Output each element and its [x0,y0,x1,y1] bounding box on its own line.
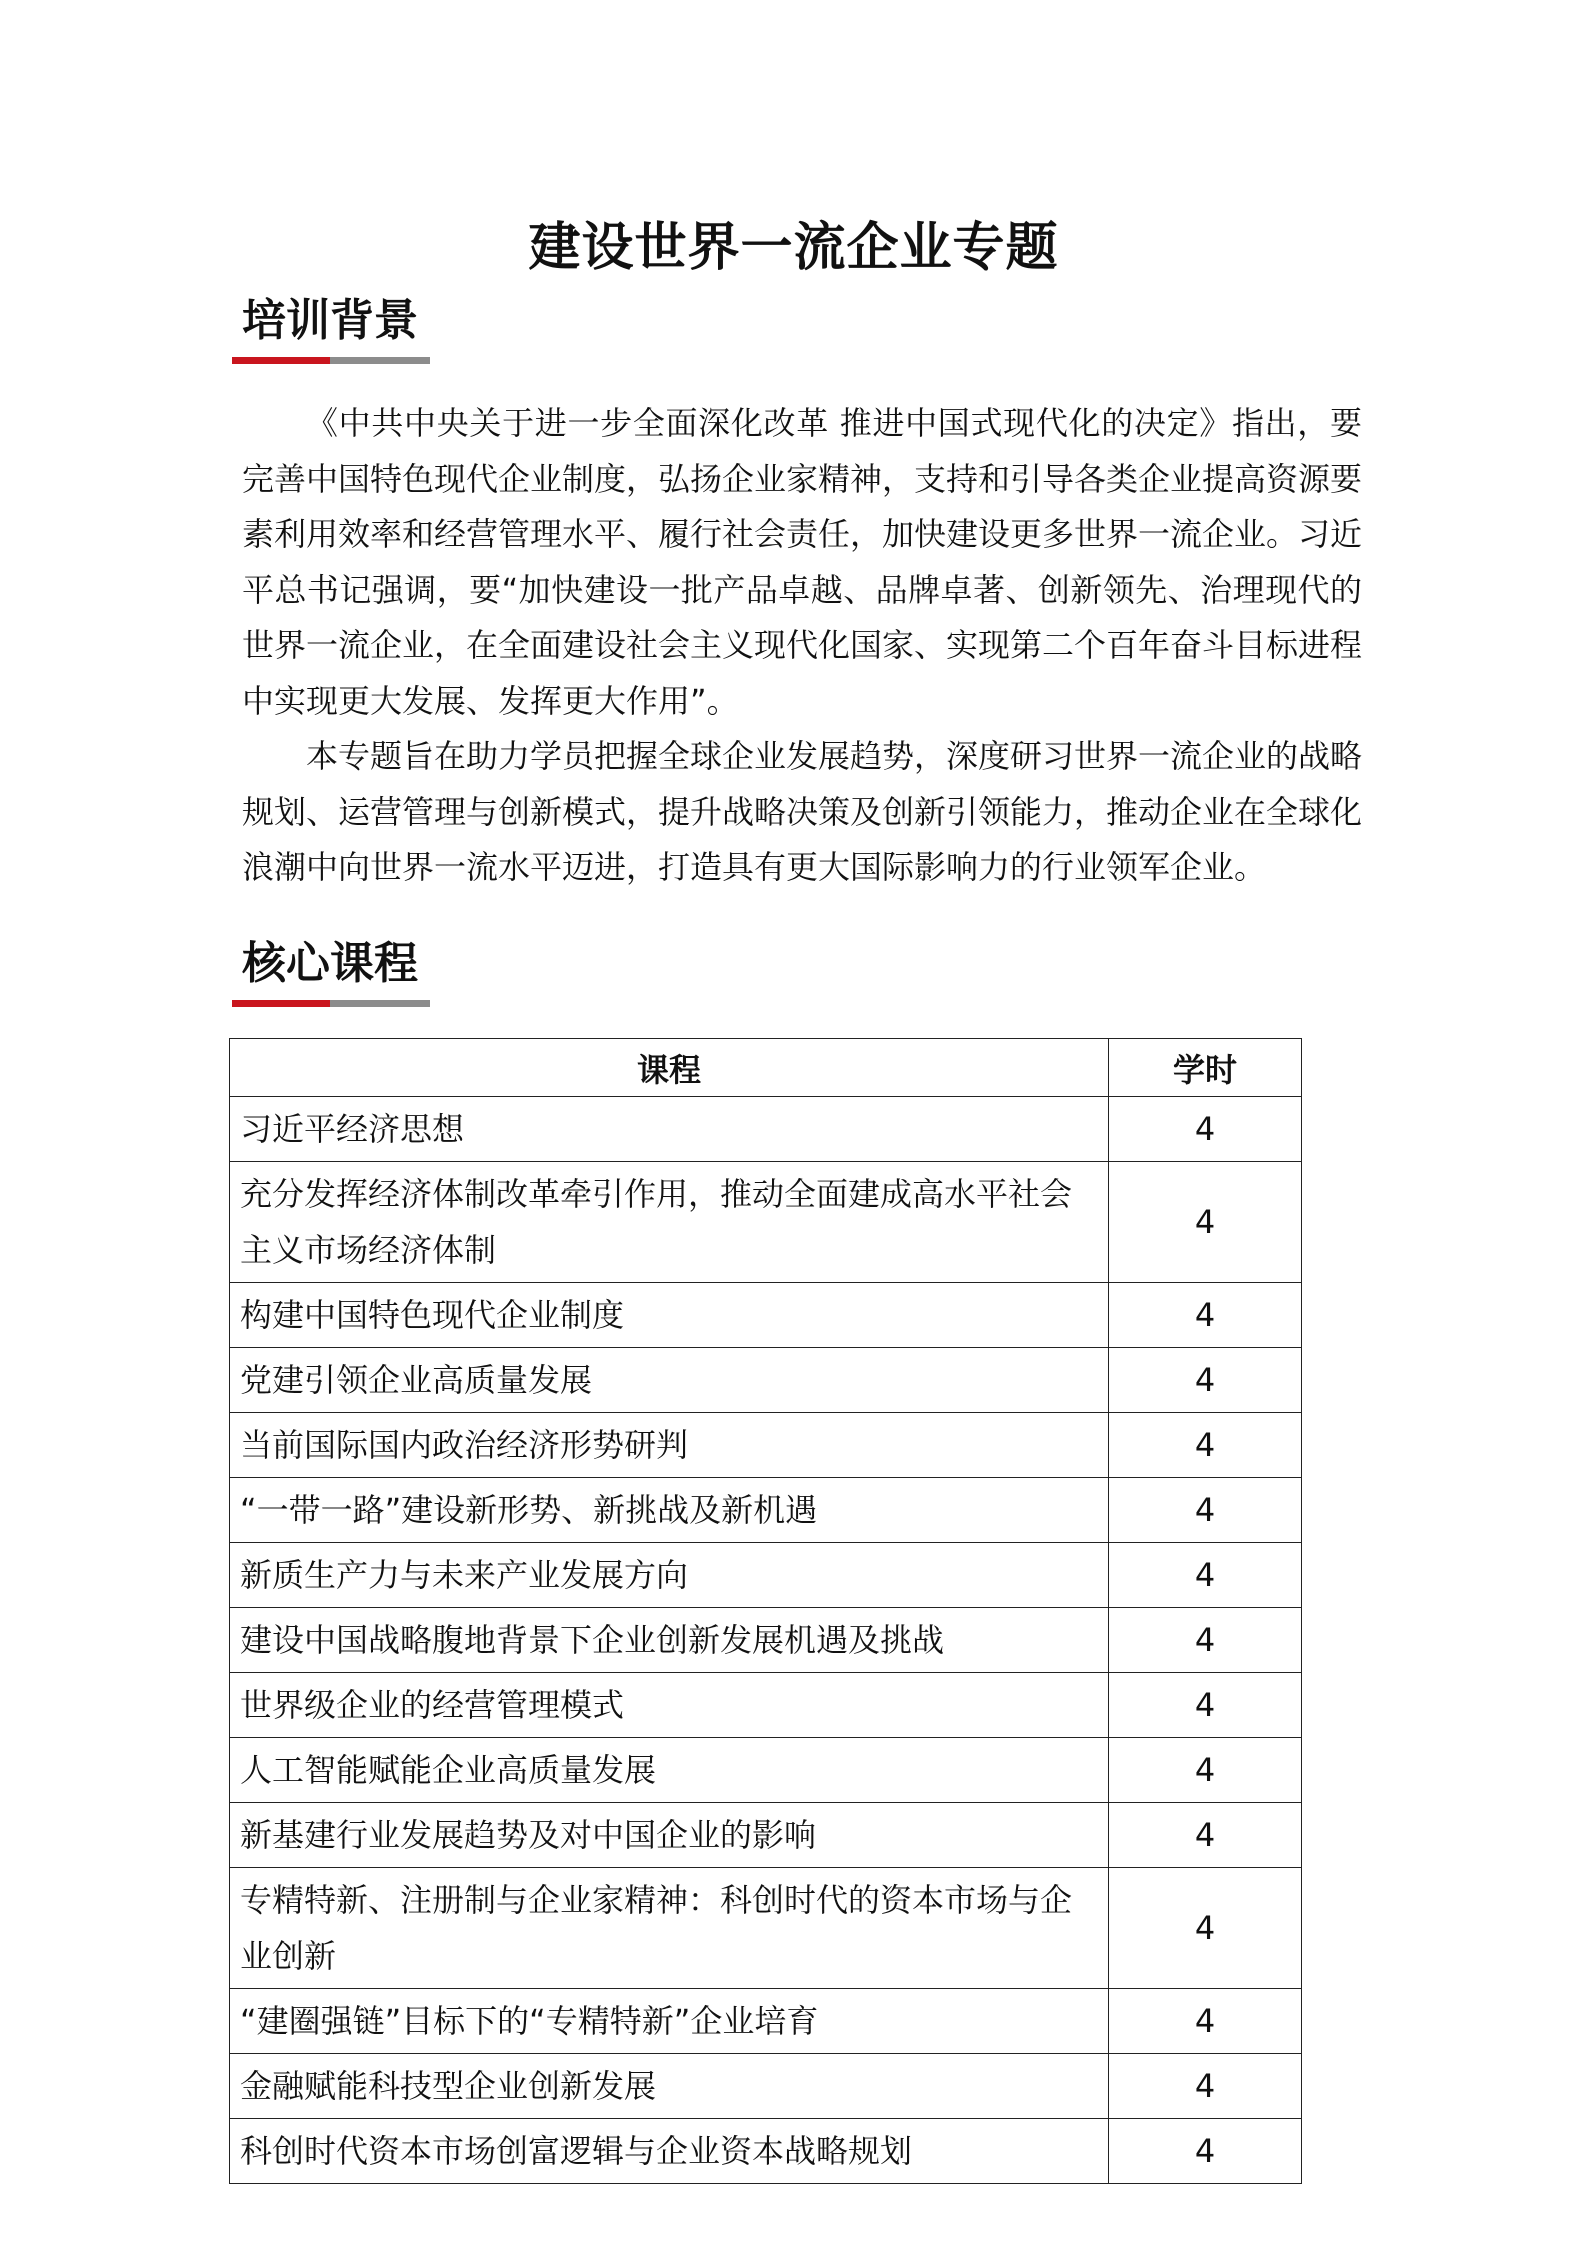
table-row [230,1097,1302,1162]
background-paragraph-2: 本专题旨在助力学员把握全球企业发展趋势，深度研习世界一流企业的战略规划、运营管理与创新模式，提升战略决策及创新引领能力，推动企业在全球化浪潮中向世界一流水平迈进，打造具有更大国际影响力的行业领军企业。 [242,737,1363,886]
table-row [230,2119,1302,2184]
course-name: 专精特新、注册制与企业家精神：科创时代的资本市场与企业创新 [230,1868,1109,1989]
table-header-row [230,1039,1302,1097]
header-hours: 学时 [1109,1039,1302,1097]
table-row [230,1478,1302,1543]
table-row [230,1673,1302,1738]
table-row [230,1608,1302,1673]
course-hours: 4 [1109,1608,1302,1673]
section-heading-text: 核心课程 [242,938,418,989]
underline-gray-segment [330,357,430,364]
underline-gray-segment [330,1000,430,1007]
course-hours: 4 [1109,1989,1302,2054]
table-row [230,2054,1302,2119]
course-hours: 4 [1109,1413,1302,1478]
course-hours: 4 [1109,1348,1302,1413]
table-row [230,1543,1302,1608]
table-row [230,1348,1302,1413]
table-row [230,1413,1302,1478]
underline-red-segment [232,1000,330,1007]
course-name: 科创时代资本市场创富逻辑与企业资本战略规划 [230,2119,1109,2184]
table-row [230,1162,1302,1283]
table-row [230,1989,1302,2054]
section-heading-courses [232,936,430,1007]
course-hours: 4 [1109,1097,1302,1162]
page-title: 建设世界一流企业专题 [528,218,1059,278]
background-paragraph-1: 《中共中央关于进一步全面深化改革 推进中国式现代化的决定》指出，要完善中国特色现代企业制度，弘扬企业家精神，支持和引导各类企业提高资源要素利用效率和经营管理水平、履行社会责任，加快建设更多世界一流企业。习近平总书记强调，要“加快建设一批产品卓越、品牌卓著、创新领先、治理现代的世界一流企业，在全面建设社会主义现代化国家、实现第二个百年奋斗目标进程中实现更大发展、发挥更大作用”。 [242,404,1363,720]
course-hours: 4 [1109,2119,1302,2184]
course-name: 构建中国特色现代企业制度 [230,1283,1109,1348]
course-hours: 4 [1109,1868,1302,1989]
course-name: 建设中国战略腹地背景下企业创新发展机遇及挑战 [230,1608,1109,1673]
table-row [230,1283,1302,1348]
course-name: 充分发挥经济体制改革牵引作用，推动全面建成高水平社会主义市场经济体制 [230,1162,1109,1283]
course-name: “建圈强链”目标下的“专精特新”企业培育 [230,1989,1109,2054]
course-name: 习近平经济思想 [230,1097,1109,1162]
course-name: 金融赋能科技型企业创新发展 [230,2054,1109,2119]
course-hours: 4 [1109,2054,1302,2119]
course-hours: 4 [1109,1803,1302,1868]
course-hours: 4 [1109,1673,1302,1738]
course-hours: 4 [1109,1478,1302,1543]
course-name: 当前国际国内政治经济形势研判 [230,1413,1109,1478]
course-name: 新基建行业发展趋势及对中国企业的影响 [230,1803,1109,1868]
course-name: 新质生产力与未来产业发展方向 [230,1543,1109,1608]
underline-red-segment [232,357,330,364]
course-name: 世界级企业的经营管理模式 [230,1673,1109,1738]
table-row [230,1803,1302,1868]
section-heading-text: 培训背景 [242,295,418,346]
course-name: 人工智能赋能企业高质量发展 [230,1738,1109,1803]
table-row [230,1738,1302,1803]
course-hours: 4 [1109,1283,1302,1348]
heading-underline [232,1000,430,1007]
heading-underline [232,357,430,364]
course-hours: 4 [1109,1738,1302,1803]
header-course: 课程 [230,1039,1109,1097]
course-table [229,1038,1302,2184]
section-heading-background [232,293,430,364]
course-name: “一带一路”建设新形势、新挑战及新机遇 [230,1478,1109,1543]
course-hours: 4 [1109,1543,1302,1608]
course-name: 党建引领企业高质量发展 [230,1348,1109,1413]
table-row [230,1868,1302,1989]
course-hours: 4 [1109,1162,1302,1283]
